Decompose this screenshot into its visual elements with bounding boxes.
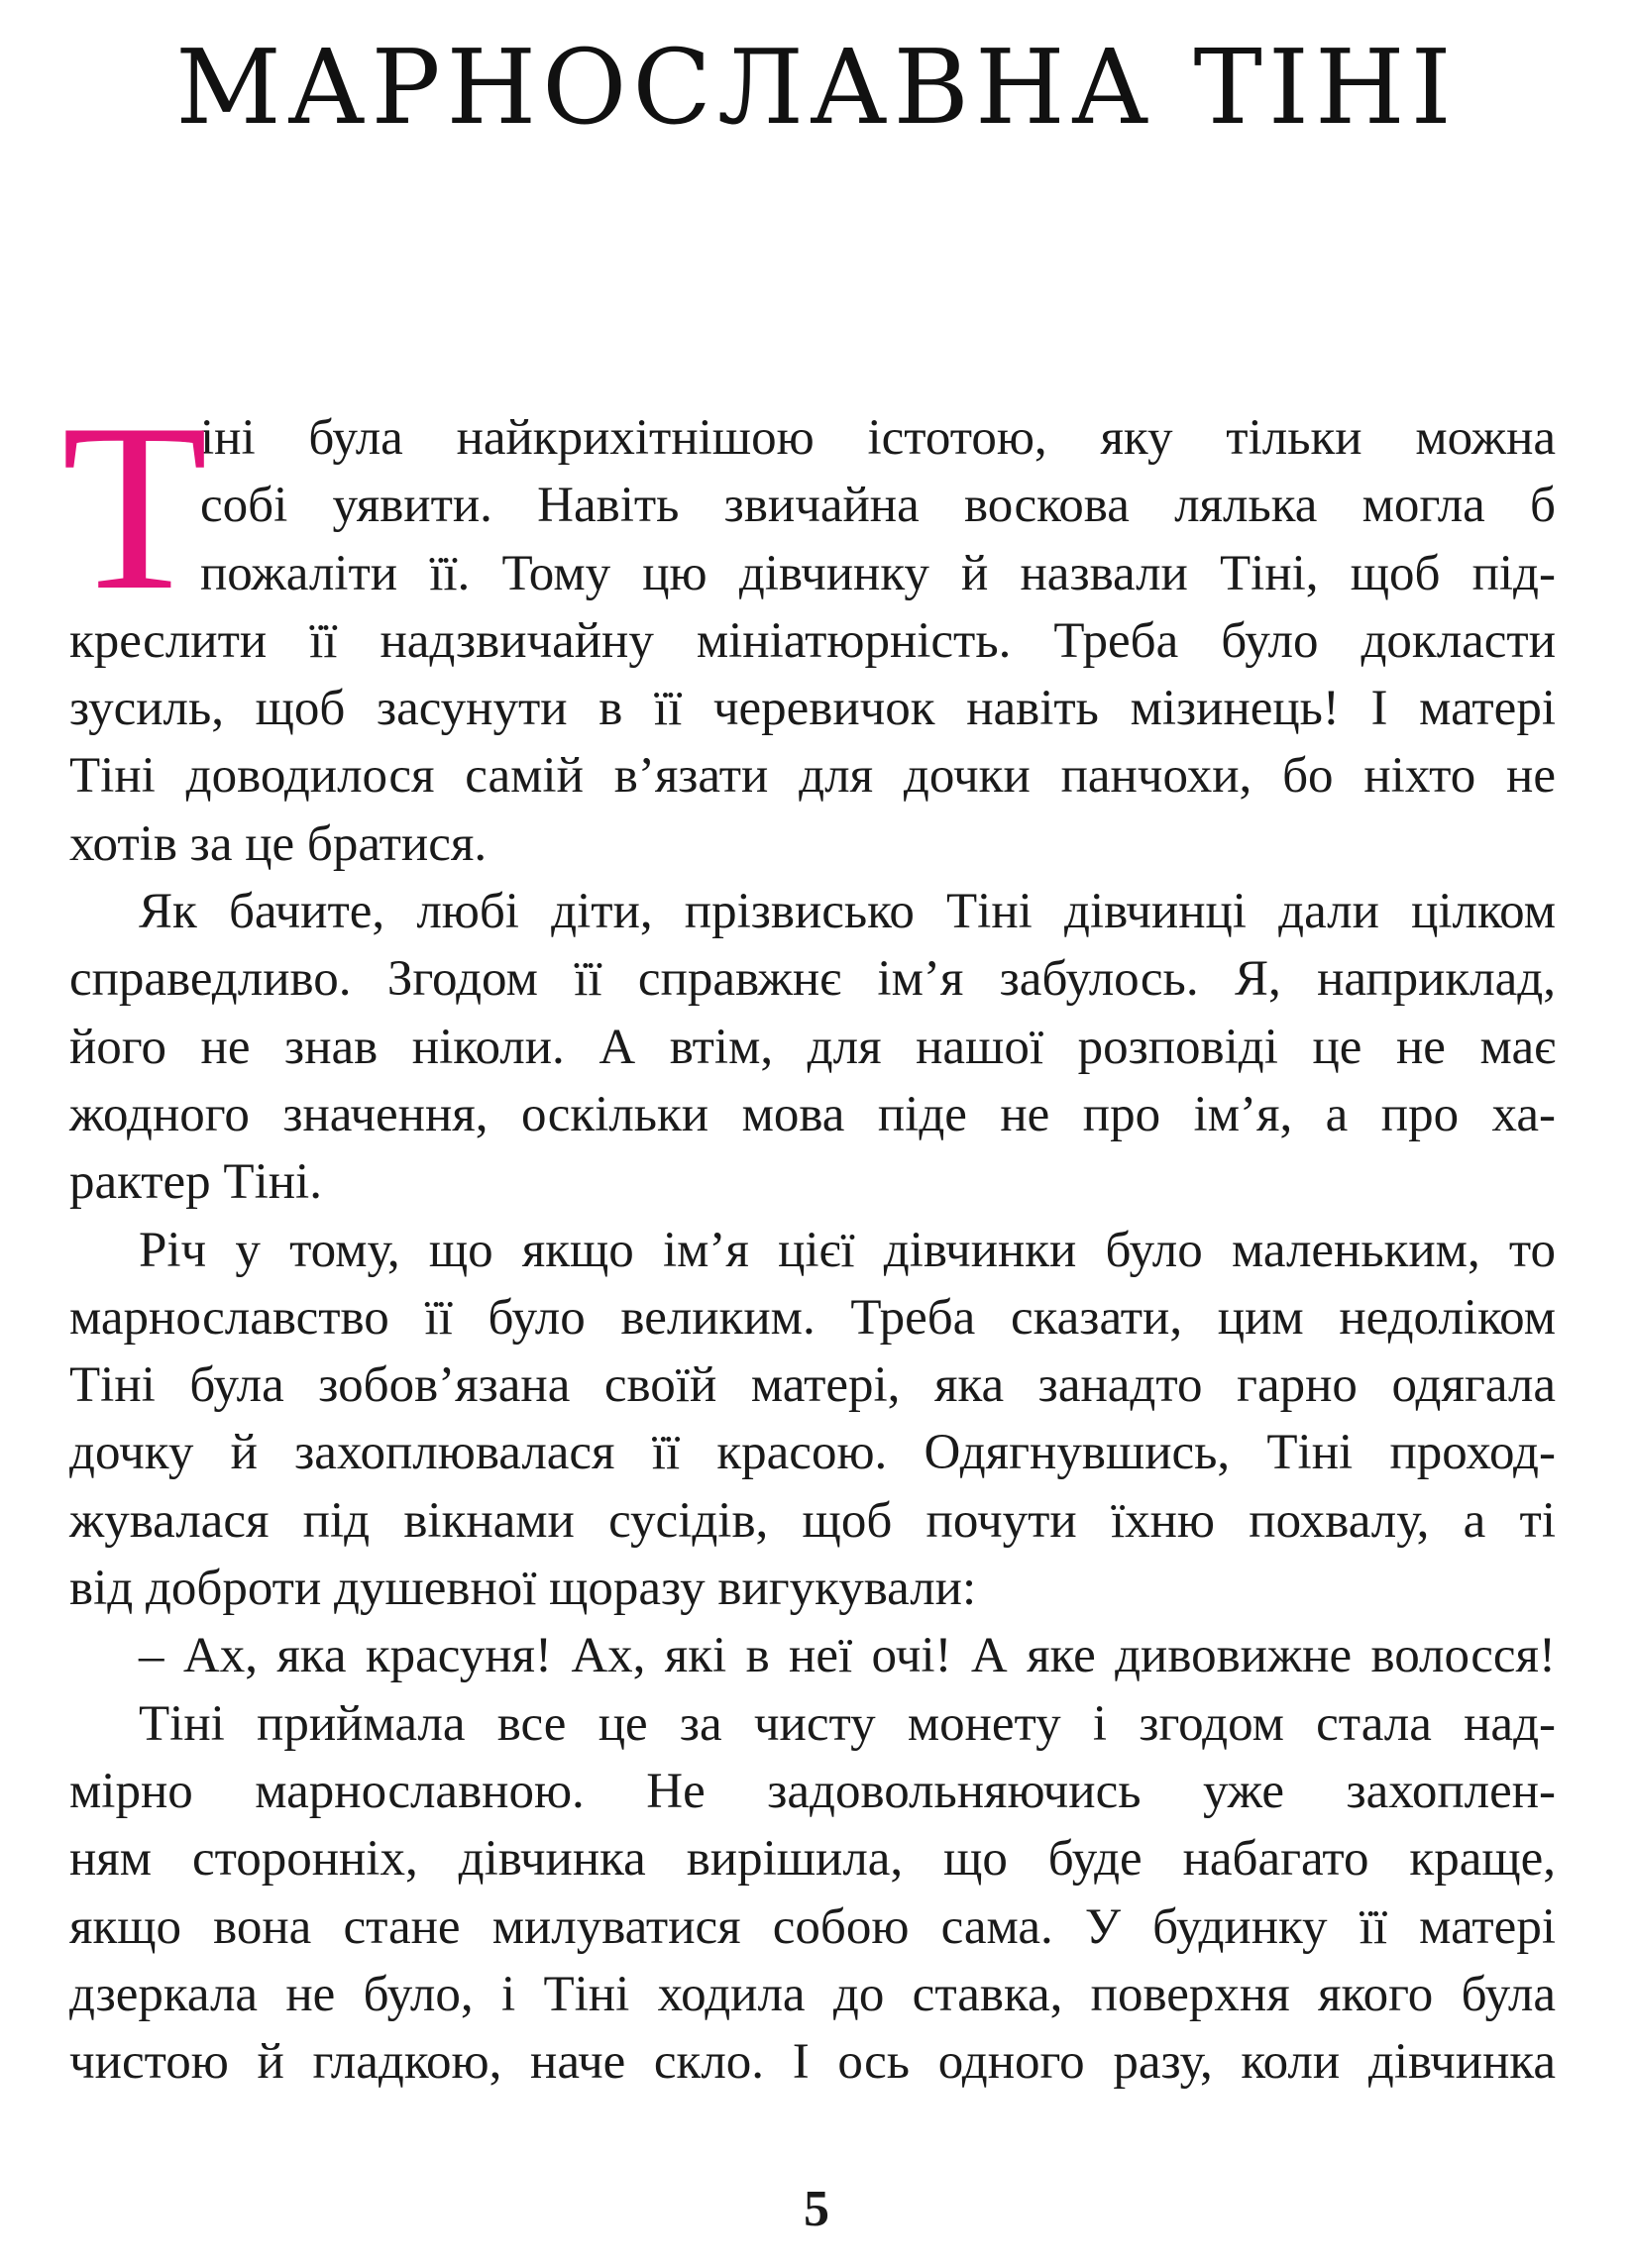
text-line: справедливо. Згодом її справжнє ім’я забулось. Я, наприклад, xyxy=(69,951,1556,1008)
text-line: жувалася під вікнами сусідів, щоб почути їхню похвалу, а ті xyxy=(69,1492,1556,1549)
text-line: його не знав ніколи. А втім, для нашої розповіді це не має xyxy=(69,1019,1556,1075)
text-line: від доброти душевної щоразу вигукували: xyxy=(69,1561,977,1617)
paragraph-4-dialogue xyxy=(69,1622,1556,1689)
text-line: креслити її надзвичайну мініатюрність. Треба було докласти xyxy=(69,612,1556,669)
text-line: рактер Тіні. xyxy=(69,1154,322,1211)
paragraph-2 xyxy=(69,878,1556,1216)
text-line: якщо вона стане милуватися собою сама. У будинку її матері xyxy=(69,1898,1556,1955)
text-line: зусиль, щоб засунути в її черевичок навіть мізинець! І матері xyxy=(69,681,1556,737)
text-line: іні була найкрихітнішою істотою, яку тільки можна xyxy=(200,410,1556,466)
text-line: Тіні була зобов’язана своїй матері, яка занадто гарно одягала xyxy=(69,1357,1556,1414)
text-line: ням сторонніх, дівчинка вирішила, що буде набагато краще, xyxy=(69,1831,1556,1888)
text-line: марнославство її було великим. Треба сказати, цим недоліком xyxy=(69,1289,1556,1346)
text-line: мірно марнославною. Не задовольняючись уже захоплен- xyxy=(69,1763,1556,1819)
text-line: – Ах, яка красуня! Ах, які в неї очі! А яке дивовижне волосся! xyxy=(139,1628,1556,1684)
text-line: хотів за це братися. xyxy=(69,815,488,872)
story-text xyxy=(61,375,1556,2096)
text-line: пожаліти її. Тому цю дівчинку й назвали Тіні, щоб під- xyxy=(200,545,1556,601)
drop-cap-letter: Т xyxy=(61,375,208,640)
text-line: жодного значення, оскільки мова піде не про ім’я, а про ха- xyxy=(69,1086,1556,1142)
text-line: Тіні приймала все це за чисту монету і згодом стала над- xyxy=(139,1695,1556,1752)
text-line: чистою й гладкою, наче скло. І ось одного разу, коли дівчинка xyxy=(69,2034,1556,2091)
paragraph-1-continued xyxy=(69,607,1556,878)
page-title: МАРНОСЛАВНА ТІНІ xyxy=(175,27,1458,148)
paragraph-3 xyxy=(69,1217,1556,1623)
page-number: 5 xyxy=(804,2181,829,2237)
text-line: дзеркала не було, і Тіні ходила до ставка, поверхня якого була xyxy=(69,1966,1556,2022)
text-line: Річ у тому, що якщо ім’я цієї дівчинки було маленьким, то xyxy=(139,1222,1556,1278)
text-line: Тіні доводилося самій в’язати для дочки панчохи, бо ніхто не xyxy=(69,748,1556,805)
paragraph-1 xyxy=(61,375,1556,640)
text-line: дочку й захоплювалася її красою. Одягнувшись, Тіні проход- xyxy=(69,1425,1556,1481)
paragraph-5 xyxy=(69,1690,1556,2097)
text-line: собі уявити. Навіть звичайна воскова лялька могла б xyxy=(200,478,1556,534)
text-line: Як бачите, любі діти, прізвисько Тіні дівчинці дали цілком xyxy=(139,884,1556,940)
